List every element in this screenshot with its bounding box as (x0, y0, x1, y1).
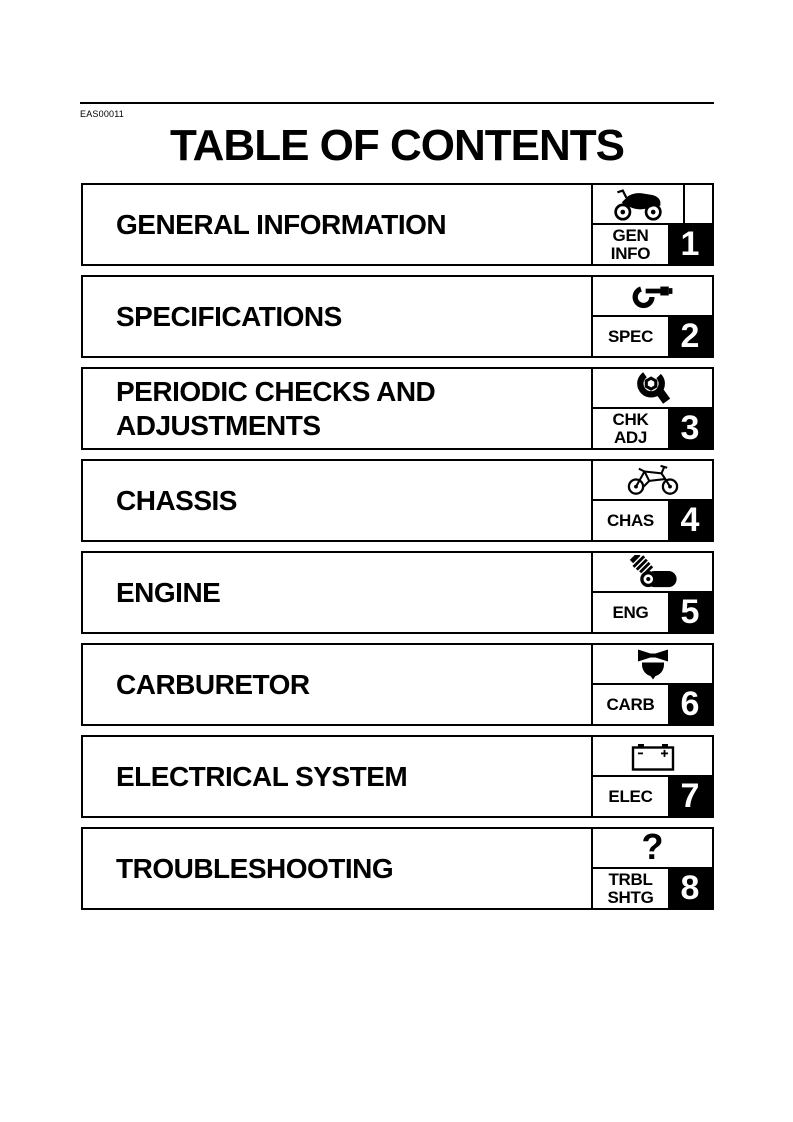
abbr-line: INFO (610, 243, 651, 263)
section-tab (591, 369, 712, 448)
section-tab (591, 277, 712, 356)
chapter-number: 4 (668, 501, 712, 540)
section-tab (591, 826, 712, 908)
icon-cell (593, 737, 712, 777)
tab-bottom (593, 317, 712, 356)
section-tab (591, 645, 712, 724)
abbr-line: TRBL (608, 869, 653, 889)
section-title: SPECIFICATIONS (116, 300, 342, 332)
section-title: CHASSIS (116, 484, 237, 516)
tab-bottom (593, 685, 712, 724)
toc-row-chassis[interactable] (81, 459, 714, 542)
section-abbr (593, 593, 668, 632)
chapter-number: 5 (668, 593, 712, 632)
toc-row-troubleshooting[interactable] (81, 827, 714, 910)
chapter-number: 8 (668, 869, 712, 908)
section-abbr (593, 869, 668, 908)
tab-bottom (593, 593, 712, 632)
chapter-number: 6 (668, 685, 712, 724)
wrench-bolt-icon (632, 370, 674, 407)
chassis-frame-icon (624, 463, 682, 497)
abbr-line: CHAS (607, 510, 654, 530)
divider (683, 185, 685, 223)
chapter-number: 1 (668, 225, 712, 264)
battery-icon (630, 741, 676, 772)
abbr-line: SPEC (607, 326, 654, 346)
page-title: TABLE OF CONTENTS (170, 121, 624, 170)
section-title: TROUBLESHOOTING (116, 852, 394, 884)
section-tab (591, 461, 712, 540)
table-of-contents (81, 183, 714, 919)
tab-bottom (593, 501, 712, 540)
tab-bottom (593, 225, 712, 264)
abbr-line: ELEC (608, 786, 653, 806)
icon-cell (593, 826, 712, 869)
icon-cell (593, 553, 712, 593)
abbr-line: GEN (612, 225, 649, 245)
section-tab (591, 553, 712, 632)
icon-cell (593, 277, 712, 317)
section-abbr (593, 317, 668, 356)
section-abbr (593, 777, 668, 816)
section-title: ENGINE (116, 576, 221, 608)
abbr-line: ENG (612, 602, 649, 622)
motorcycle-icon (610, 187, 666, 221)
section-tab (591, 737, 712, 816)
toc-row-engine[interactable] (81, 551, 714, 634)
toc-row-general-information[interactable] (81, 183, 714, 266)
section-tab (591, 185, 712, 264)
top-rule (80, 102, 714, 104)
toc-row-electrical-system[interactable] (81, 735, 714, 818)
section-title: PERIODIC CHECKS AND ADJUSTMENTS (116, 375, 436, 441)
carburetor-icon (629, 648, 677, 681)
section-title: GENERAL INFORMATION (116, 208, 447, 240)
section-title: CARBURETOR (116, 668, 310, 700)
engine-cylinder-icon (626, 555, 680, 589)
section-abbr (593, 501, 668, 540)
abbr-line: ADJ (613, 427, 648, 447)
section-abbr (593, 685, 668, 724)
question-mark-icon: ? (641, 826, 664, 867)
chapter-number: 7 (668, 777, 712, 816)
toc-row-specifications[interactable] (81, 275, 714, 358)
toc-row-periodic-checks[interactable] (81, 367, 714, 450)
toc-row-carburetor[interactable] (81, 643, 714, 726)
document-code: EAS00011 (80, 109, 124, 119)
section-abbr (593, 409, 668, 448)
section-title: ELECTRICAL SYSTEM (116, 760, 408, 792)
tab-bottom (593, 409, 712, 448)
icon-cell (593, 645, 712, 685)
icon-cell (593, 369, 712, 409)
section-abbr (593, 225, 668, 264)
icon-cell (593, 185, 712, 225)
chapter-number: 3 (668, 409, 712, 448)
abbr-line: SHTG (607, 887, 654, 907)
chapter-number: 2 (668, 317, 712, 356)
icon-cell (593, 461, 712, 501)
abbr-line: CHK (612, 409, 649, 429)
abbr-line: CARB (606, 694, 655, 714)
tab-bottom (593, 777, 712, 816)
tab-bottom (593, 869, 712, 908)
micrometer-icon (632, 282, 674, 310)
